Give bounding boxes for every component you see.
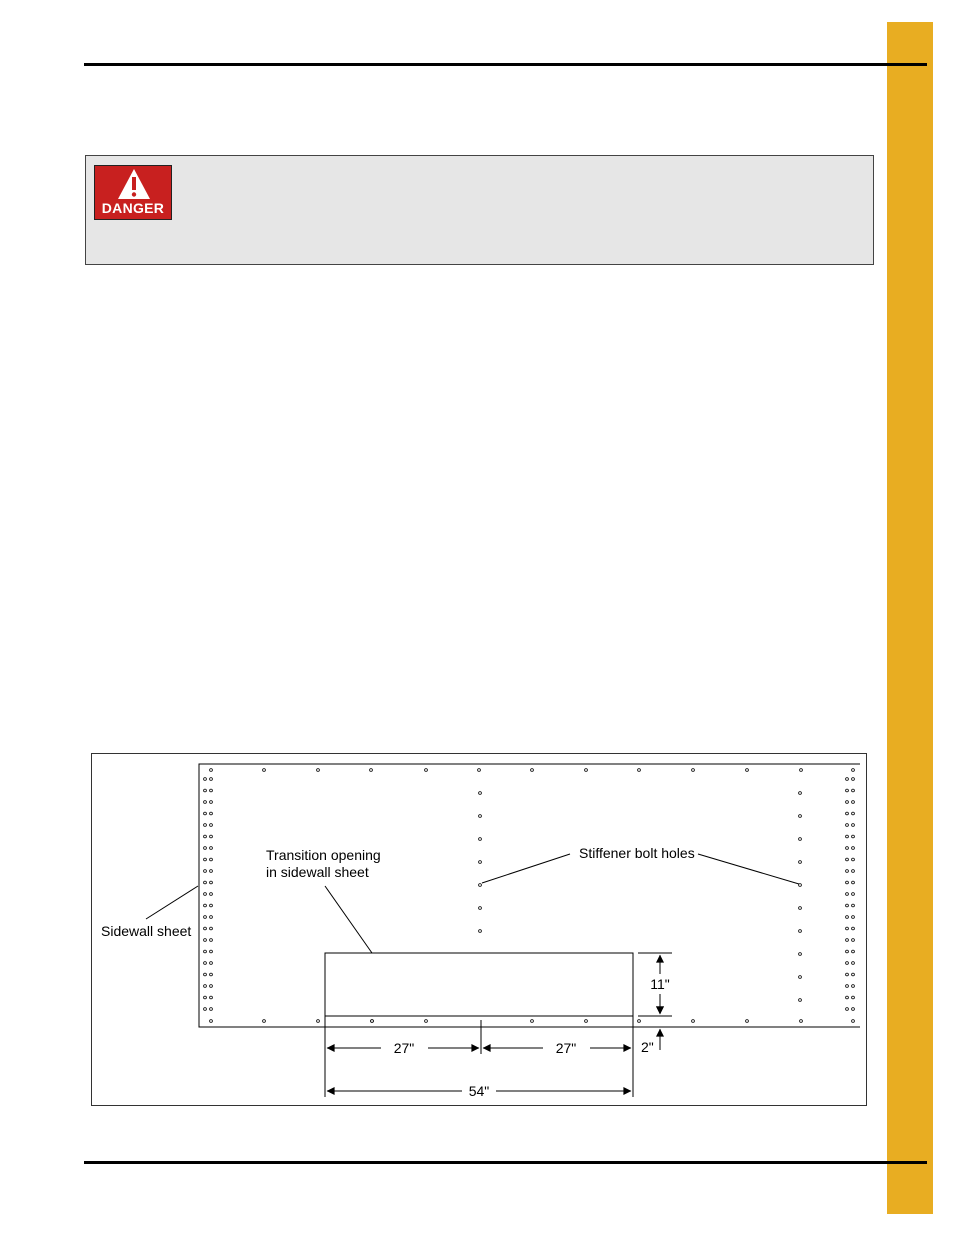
- bolt-hole: [746, 1020, 749, 1023]
- bolt-hole: [852, 789, 855, 792]
- section-side-tab: [887, 22, 933, 1214]
- bolt-hole: [852, 950, 855, 953]
- bolt-hole: [852, 801, 855, 804]
- bolt-hole: [210, 858, 213, 861]
- bolt-hole: [746, 769, 749, 772]
- bolt-hole: [479, 838, 482, 841]
- stiffener-label: Stiffener bolt holes: [579, 845, 695, 861]
- bolt-hole: [479, 815, 482, 818]
- bolt-hole: [479, 907, 482, 910]
- bolt-hole: [479, 884, 482, 887]
- bolt-hole: [210, 812, 213, 815]
- stiffener-leader-right: [698, 854, 799, 884]
- bolt-hole: [799, 907, 802, 910]
- bolt-hole: [204, 824, 207, 827]
- bolt-hole: [638, 769, 641, 772]
- bolt-hole: [846, 858, 849, 861]
- bolt-hole: [210, 962, 213, 965]
- bolt-hole: [846, 893, 849, 896]
- bolt-hole: [852, 881, 855, 884]
- bolt-hole: [846, 789, 849, 792]
- dim-height: 11": [650, 976, 670, 992]
- bolt-hole: [846, 950, 849, 953]
- bolt-hole: [317, 769, 320, 772]
- bolt-hole: [638, 1020, 641, 1023]
- bolt-hole: [204, 916, 207, 919]
- bolt-hole: [425, 1020, 428, 1023]
- bolt-hole: [204, 939, 207, 942]
- bolt-hole: [852, 985, 855, 988]
- bolt-hole: [531, 769, 534, 772]
- bolt-hole: [799, 792, 802, 795]
- bolt-hole: [263, 769, 266, 772]
- bolt-hole: [204, 789, 207, 792]
- transition-label-line1: Transition opening: [266, 847, 381, 863]
- bolt-hole: [800, 1020, 803, 1023]
- transition-label-line2: in sidewall sheet: [266, 864, 369, 880]
- bolt-hole: [210, 824, 213, 827]
- dim-right-half: 27": [555, 1040, 577, 1056]
- bolt-hole: [204, 904, 207, 907]
- bolt-hole: [479, 930, 482, 933]
- bolt-hole: [846, 939, 849, 942]
- bolt-hole: [210, 916, 213, 919]
- bolt-hole: [204, 778, 207, 781]
- bolt-hole: [799, 953, 802, 956]
- bolt-hole: [210, 927, 213, 930]
- bolt-hole: [204, 893, 207, 896]
- bolt-hole: [210, 847, 213, 850]
- bolt-hole: [846, 835, 849, 838]
- bolt-hole: [852, 927, 855, 930]
- bolt-hole: [210, 881, 213, 884]
- bolt-hole: [852, 996, 855, 999]
- bolt-hole: [210, 996, 213, 999]
- bolt-hole: [799, 976, 802, 979]
- bolt-hole: [846, 847, 849, 850]
- bolt-hole: [846, 870, 849, 873]
- danger-notice: [85, 155, 874, 265]
- bolt-hole: [692, 769, 695, 772]
- bolt-hole: [852, 858, 855, 861]
- bolt-hole: [585, 1020, 588, 1023]
- bolt-hole: [846, 973, 849, 976]
- bolt-hole: [204, 973, 207, 976]
- bolt-hole: [846, 778, 849, 781]
- bolt-hole: [852, 847, 855, 850]
- transition-opening: [325, 953, 633, 1016]
- bolt-hole: [204, 835, 207, 838]
- bolt-hole: [852, 824, 855, 827]
- bolt-hole: [204, 870, 207, 873]
- bolt-hole: [852, 812, 855, 815]
- bolt-hole: [846, 962, 849, 965]
- bolt-hole: [210, 789, 213, 792]
- bolt-hole: [846, 927, 849, 930]
- bolt-hole: [210, 769, 213, 772]
- bolt-hole: [852, 893, 855, 896]
- danger-badge: [94, 165, 172, 220]
- bolt-hole: [204, 1008, 207, 1011]
- bolt-hole: [800, 769, 803, 772]
- bolt-hole: [425, 769, 428, 772]
- bolt-hole: [846, 801, 849, 804]
- bolt-hole: [846, 996, 849, 999]
- bolt-hole: [204, 985, 207, 988]
- transition-leader: [325, 886, 372, 953]
- bolt-hole: [210, 1008, 213, 1011]
- bolt-hole: [371, 1020, 374, 1023]
- bolt-hole: [799, 838, 802, 841]
- bolt-hole: [204, 962, 207, 965]
- bolt-hole: [204, 801, 207, 804]
- stiffener-leader-left: [482, 854, 570, 883]
- bolt-hole: [852, 769, 855, 772]
- sidewall-sheet-label: Sidewall sheet: [101, 923, 192, 939]
- bolt-hole: [846, 985, 849, 988]
- bolt-hole: [852, 916, 855, 919]
- bolt-hole: [210, 985, 213, 988]
- transition-opening-figure: [91, 753, 867, 1106]
- bolt-hole: [846, 1008, 849, 1011]
- bolt-hole: [204, 881, 207, 884]
- bolt-hole: [210, 835, 213, 838]
- bolt-hole: [852, 939, 855, 942]
- bolt-hole: [204, 812, 207, 815]
- bolt-hole: [799, 815, 802, 818]
- bolt-hole: [846, 916, 849, 919]
- bolt-hole: [210, 870, 213, 873]
- bolt-hole: [799, 999, 802, 1002]
- bolt-hole: [210, 939, 213, 942]
- bolt-hole: [479, 792, 482, 795]
- bolt-hole: [852, 870, 855, 873]
- bolt-hole: [210, 950, 213, 953]
- bolt-hole: [204, 858, 207, 861]
- bolt-hole: [531, 1020, 534, 1023]
- dim-total: 54": [468, 1083, 490, 1099]
- bolt-hole: [846, 824, 849, 827]
- bolt-hole: [799, 930, 802, 933]
- bolt-hole: [210, 904, 213, 907]
- bolt-hole: [692, 1020, 695, 1023]
- sidewall-diagram: [92, 754, 868, 1107]
- bolt-hole: [852, 1020, 855, 1023]
- bolt-hole: [210, 973, 213, 976]
- bolt-hole: [852, 778, 855, 781]
- bolt-hole: [210, 778, 213, 781]
- dim-offset: 2": [641, 1039, 654, 1055]
- bolt-hole: [846, 812, 849, 815]
- bolt-hole: [210, 1020, 213, 1023]
- bolt-hole: [846, 881, 849, 884]
- bolt-hole: [210, 893, 213, 896]
- bolt-hole: [846, 904, 849, 907]
- bolt-hole: [204, 927, 207, 930]
- bolt-hole: [799, 884, 802, 887]
- bolt-hole: [852, 835, 855, 838]
- bolt-hole: [585, 769, 588, 772]
- bolt-hole: [479, 861, 482, 864]
- bolt-hole: [478, 769, 481, 772]
- bolt-hole: [204, 847, 207, 850]
- header-rule: [84, 63, 927, 66]
- bolt-hole: [852, 973, 855, 976]
- bolt-hole: [370, 769, 373, 772]
- bolt-hole: [263, 1020, 266, 1023]
- bolt-hole: [799, 861, 802, 864]
- danger-label: DANGER: [101, 200, 165, 216]
- bolt-hole: [852, 962, 855, 965]
- footer-rule: [84, 1161, 927, 1164]
- danger-text: [186, 166, 861, 256]
- bolt-hole: [852, 1008, 855, 1011]
- bolt-hole: [210, 801, 213, 804]
- bolt-hole: [317, 1020, 320, 1023]
- bolt-hole: [204, 996, 207, 999]
- bolt-hole: [852, 904, 855, 907]
- bolt-hole: [204, 950, 207, 953]
- sidewall-leader: [146, 886, 198, 919]
- dim-left-half: 27": [393, 1040, 415, 1056]
